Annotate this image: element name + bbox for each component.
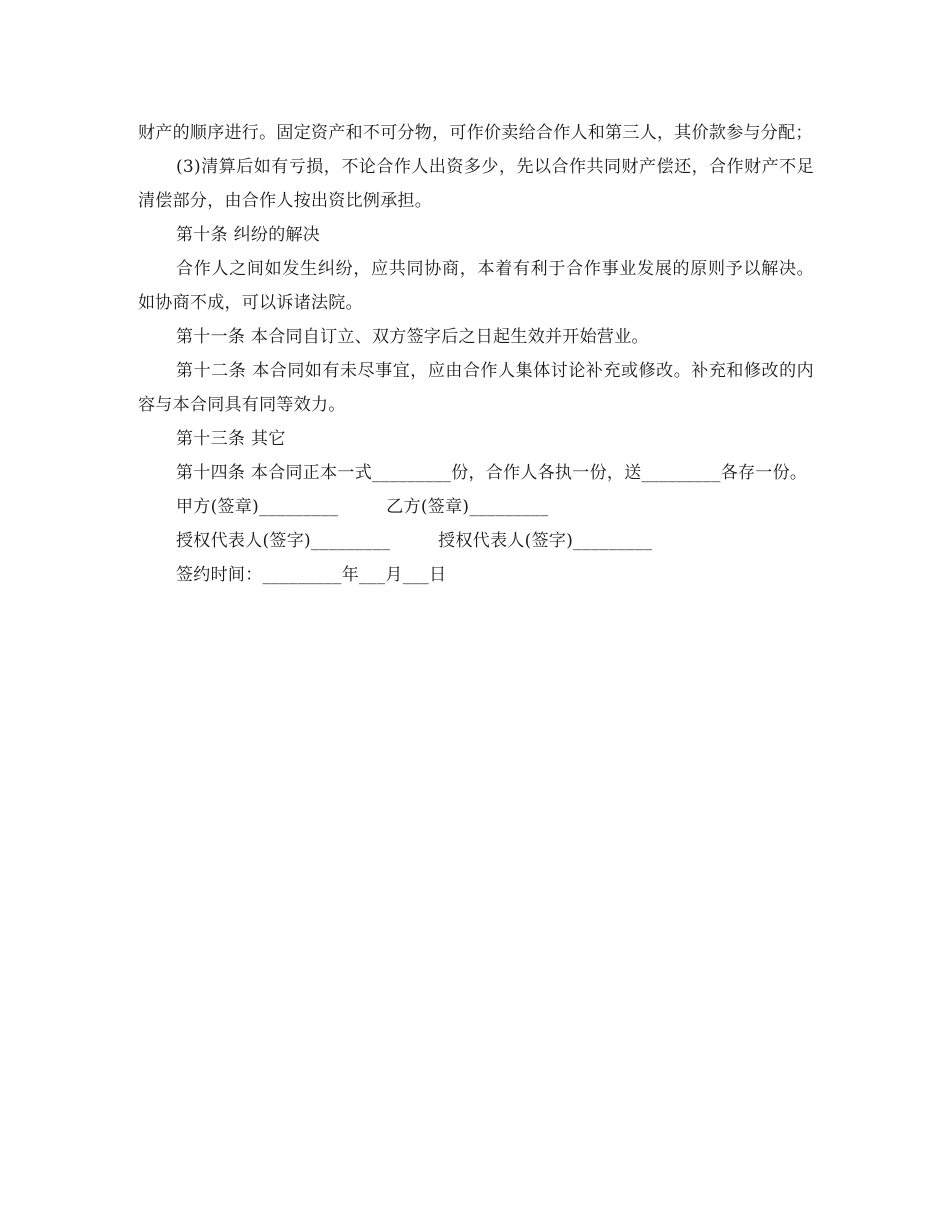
signature-row-parties: [138, 490, 814, 524]
paragraph-property-order: 财产的顺序进行。固定资产和不可分物，可作价卖给合作人和第三人，其价款参与分配；: [138, 123, 813, 143]
paragraph-loss-liquidation: (3)清算后如有亏损，不论合作人出资多少，先以合作共同财产偿还，合作财产不足清偿部分，由合作人按出资比例承担。: [138, 157, 814, 211]
party-b-signature: 乙方(签章)_________: [386, 497, 549, 517]
heading-article-13: 第十三条 其它: [176, 429, 286, 449]
rep-a-signature: 授权代表人(签字)_________: [176, 531, 391, 551]
party-a-signature: 甲方(签章)_________: [176, 497, 339, 517]
document-body: [138, 116, 814, 592]
signature-row-date: [138, 558, 814, 592]
heading-article-10: 第十条 纠纷的解决: [176, 225, 321, 245]
sign-date: 签约时间：_________年___月___日: [176, 565, 447, 585]
rep-b-signature: 授权代表人(签字)_________: [438, 531, 653, 551]
paragraph-article-14: 第十四条 本合同正本一式_________份，合作人各执一份，送_________各存一份。: [176, 463, 808, 483]
signature-row-representatives: [138, 524, 814, 558]
paragraph-article-12: 第十二条 本合同如有未尽事宜，应由合作人集体讨论补充或修改。补充和修改的内容与本合同具有同等效力。: [138, 361, 814, 415]
paragraph-dispute-resolution: 合作人之间如发生纠纷，应共同协商，本着有利于合作事业发展的原则予以解决。如协商不成，可以诉诸法院。: [138, 259, 814, 313]
paragraph-article-11: 第十一条 本合同自订立、双方签字后之日起生效并开始营业。: [176, 327, 649, 347]
